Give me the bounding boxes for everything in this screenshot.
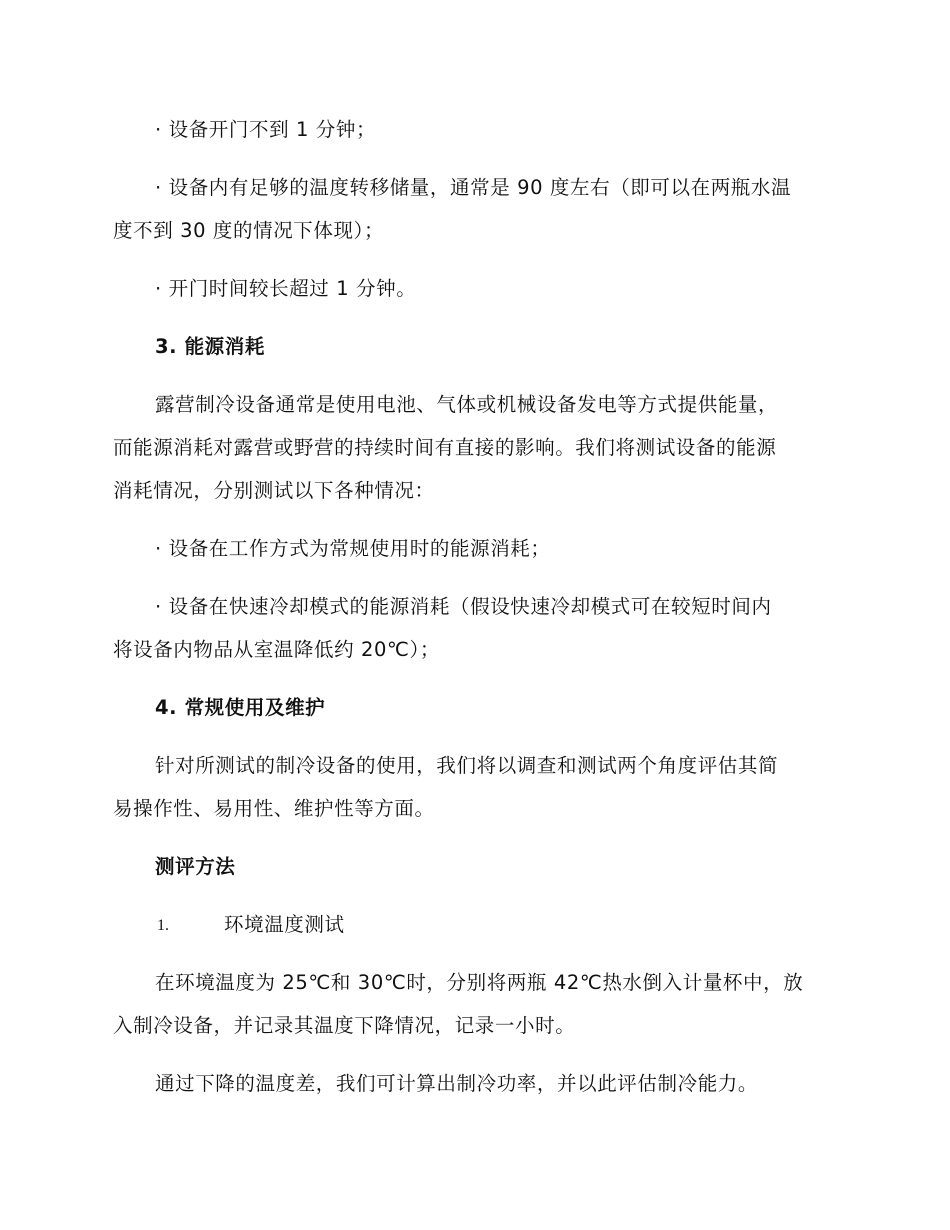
section-heading-methods: 测评方法: [155, 855, 236, 878]
paragraph-test-procedure-line1: 在环境温度为 25℃和 30℃时，分别将两瓶 42℃热水倒入计量杯中，放: [155, 971, 804, 994]
paragraph-energy-line1: 露营制冷设备通常是使用电池、气体或机械设备发电等方式提供能量，: [155, 393, 779, 416]
paragraph-usage-line2: 易操作性、易用性、维护性等方面。: [113, 797, 435, 820]
bullet-energy-fast-line1: · 设备在快速冷却模式的能源消耗（假设快速冷却模式可在较短时间内: [155, 595, 772, 618]
bullet-temperature-reserve-line1: · 设备内有足够的温度转移储量，通常是 90 度左右（即可以在两瓶水温: [155, 176, 792, 199]
paragraph-cooling-power: 通过下降的温度差，我们可计算出制冷功率，并以此评估制冷能力。: [155, 1072, 759, 1095]
bullet-door-open-short: · 设备开门不到 1 分钟；: [155, 118, 377, 141]
bullet-energy-fast-line2: 将设备内物品从室温降低约 20℃）；: [113, 638, 440, 661]
bullet-door-open-long: · 开门时间较长超过 1 分钟。: [155, 277, 417, 300]
paragraph-test-procedure-line2: 入制冷设备，并记录其温度下降情况，记录一小时。: [113, 1014, 576, 1037]
paragraph-energy-line3: 消耗情况，分别测试以下各种情况：: [113, 479, 435, 502]
paragraph-usage-line1: 针对所测试的制冷设备的使用，我们将以调查和测试两个角度评估其简: [155, 754, 779, 777]
list-item-ambient-temperature-test: 环境温度测试: [224, 913, 345, 936]
section-heading-usage-maintenance: 4. 常规使用及维护: [155, 696, 326, 719]
bullet-temperature-reserve-line2: 度不到 30 度的情况下体现）；: [113, 219, 385, 242]
paragraph-energy-line2: 而能源消耗对露营或野营的持续时间有直接的影响。我们将测试设备的能源: [113, 436, 777, 459]
section-heading-energy: 3. 能源消耗: [155, 335, 265, 358]
list-item-number: 1.: [157, 917, 169, 934]
bullet-energy-normal: · 设备在工作方式为常规使用时的能源消耗；: [155, 537, 551, 560]
